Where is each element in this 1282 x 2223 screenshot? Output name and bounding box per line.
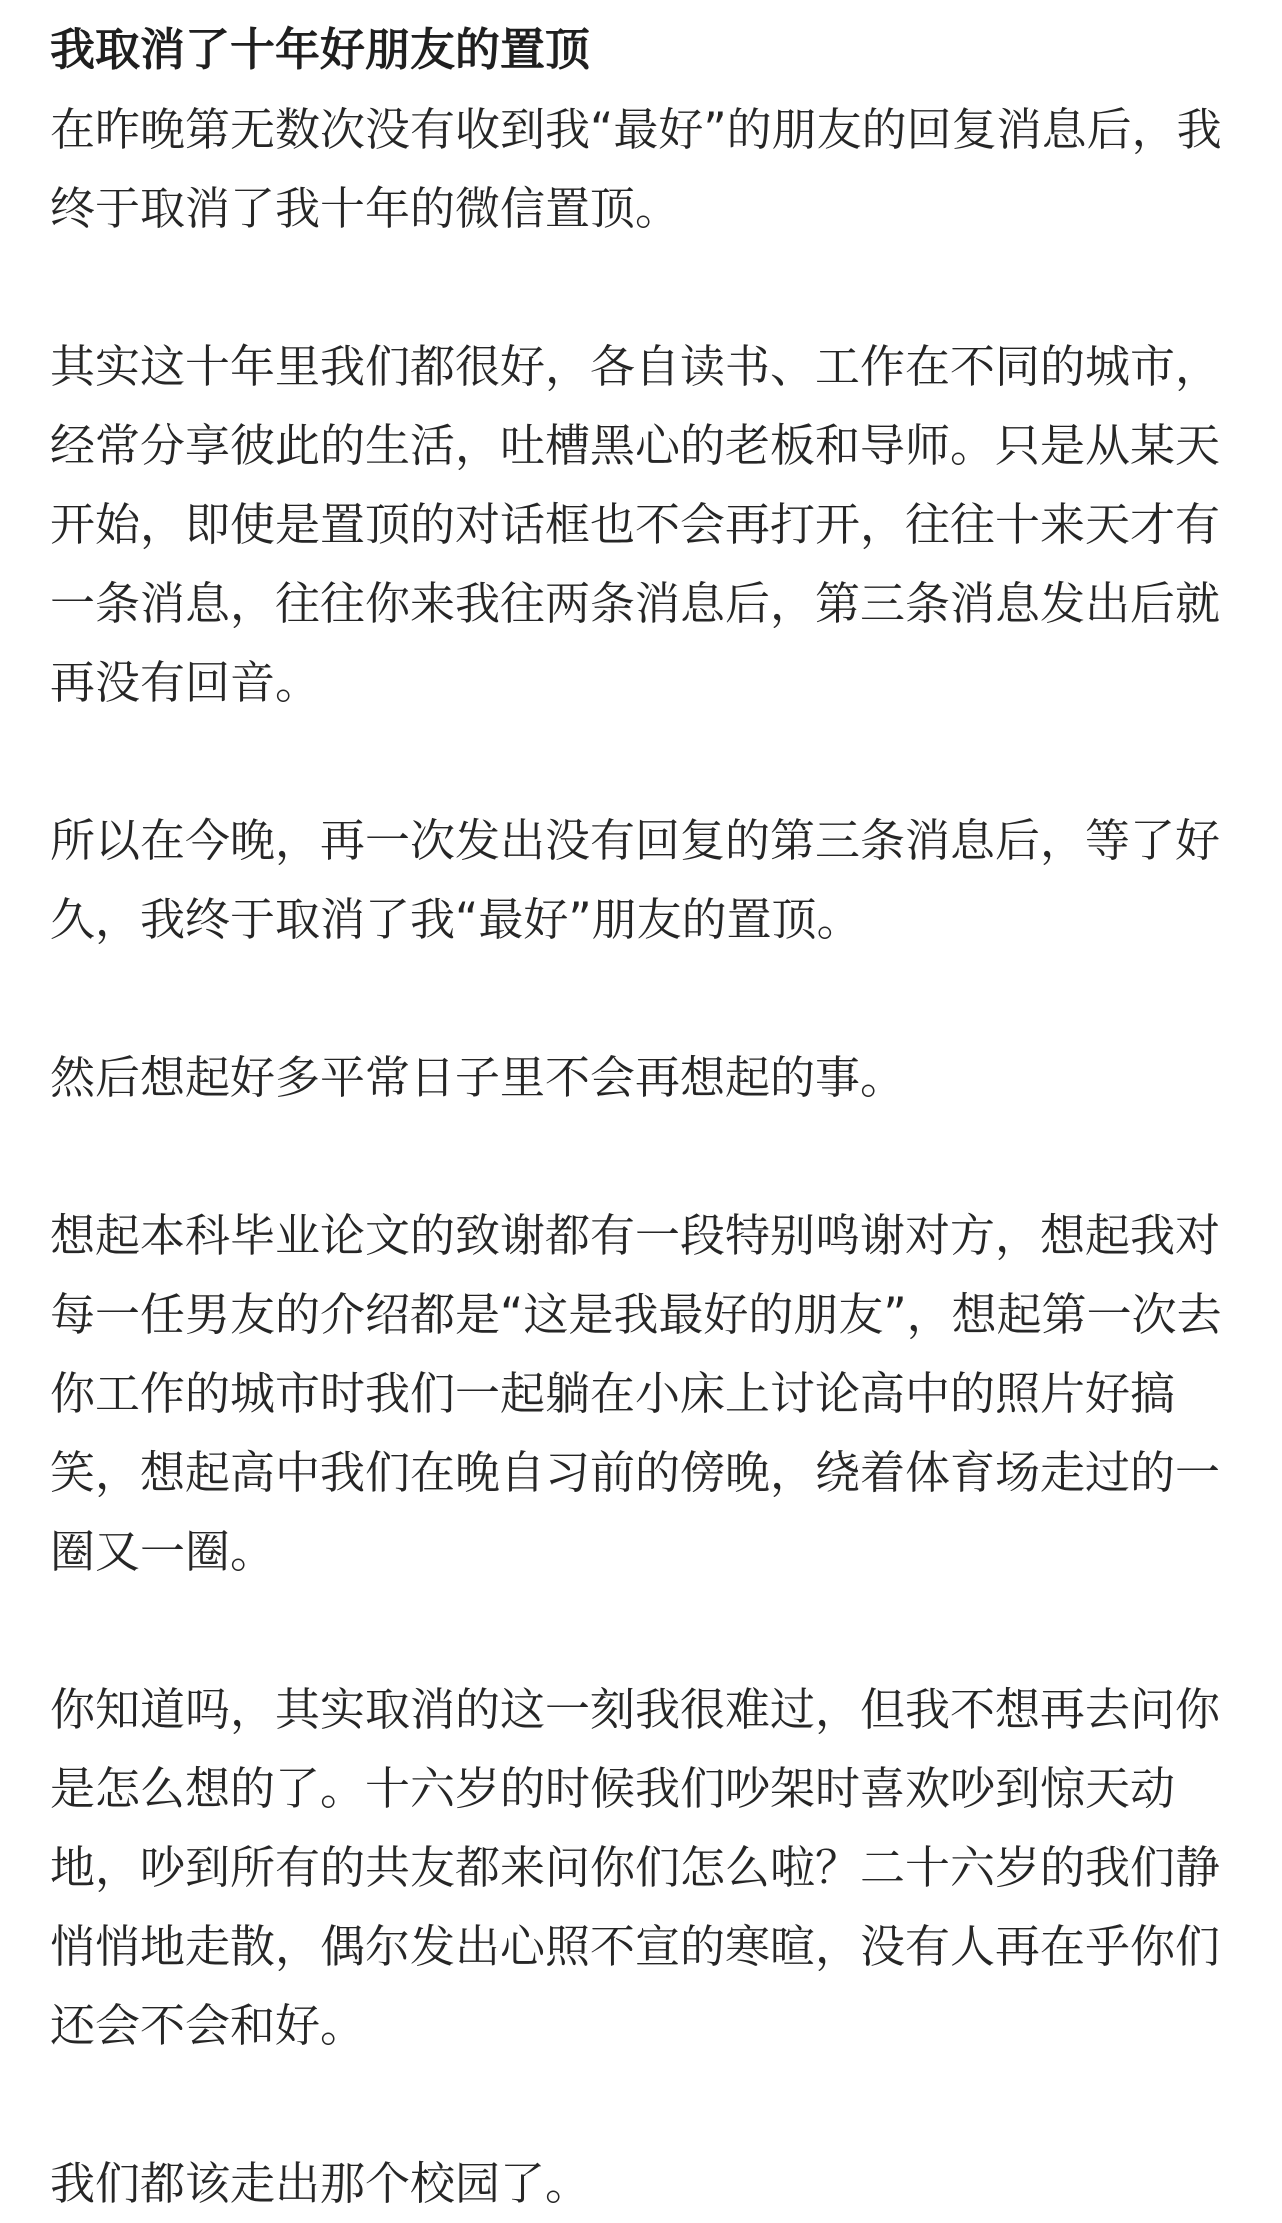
paragraph-gap	[50, 2065, 1240, 2144]
paragraph-gap	[50, 722, 1240, 801]
paragraph-gap	[50, 959, 1240, 1038]
paragraph-gap	[50, 1591, 1240, 1670]
paragraph-2: 其实这十年里我们都很好，各自读书、工作在不同的城市，经常分享彼此的生活，吐槽黑心的老板和导师。只是从某天开始，即使是置顶的对话框也不会再打开，往往十来天才有一条消息，往往你来我往两条消息后，第三条消息发出后就再没有回音。	[50, 340, 1221, 709]
paragraph-gap	[50, 1117, 1240, 1196]
paragraph-gap	[50, 248, 1240, 327]
paragraph-3: 所以在今晚，再一次发出没有回复的第三条消息后，等了好久，我终于取消了我“最好”朋友的置顶。	[50, 814, 1221, 946]
post-body	[50, 10, 1240, 2223]
paragraph-1: 在昨晚第无数次没有收到我“最好”的朋友的回复消息后，我终于取消了我十年的微信置顶。	[50, 103, 1222, 235]
post-title: 我取消了十年好朋友的置顶	[50, 23, 591, 76]
paragraph-4: 然后想起好多平常日子里不会再想起的事。	[50, 1051, 906, 1104]
paragraph-6: 你知道吗，其实取消的这一刻我很难过，但我不想再去问你是怎么想的了。十六岁的时候我们吵架时喜欢吵到惊天动地，吵到所有的共友都来问你们怎么啦？二十六岁的我们静悄悄地走散，偶尔发出心照不宣的寒暄，没有人再在乎你们还会不会和好。	[50, 1683, 1221, 2052]
paragraph-5: 想起本科毕业论文的致谢都有一段特别鸣谢对方，想起我对每一任男友的介绍都是“这是我最好的朋友”，想起第一次去你工作的城市时我们一起躺在小床上讨论高中的照片好搞笑，想起高中我们在晚自习前的傍晚，绕着体育场走过的一圈又一圈。	[50, 1209, 1222, 1578]
paragraph-7: 我们都该走出那个校园了。	[50, 2157, 591, 2210]
